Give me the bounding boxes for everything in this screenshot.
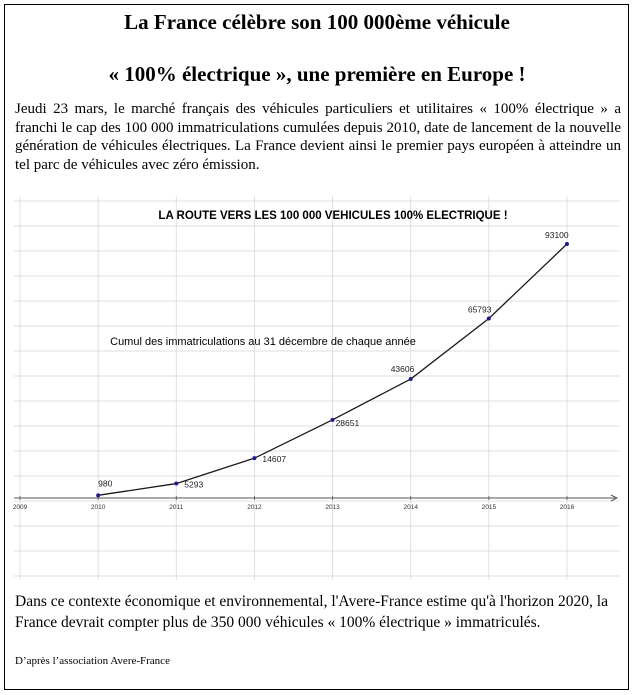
chart-title: LA ROUTE VERS LES 100 000 VEHICULES 100% ELECTRIQUE ! — [158, 210, 508, 222]
x-axis — [13, 495, 617, 511]
data-point — [487, 317, 491, 321]
x-tick-label: 2011 — [169, 504, 184, 511]
data-label: 5293 — [184, 479, 204, 490]
conclusion-paragraph: Dans ce contexte économique et environnemental, l'Avere-France estime qu'à l'horizon 2020, la France devrait compter plus de 350 000 véhicules « 100% électrique » immatriculés. — [15, 593, 608, 631]
x-tick-label: 2014 — [403, 504, 418, 511]
data-point — [565, 242, 569, 246]
data-point — [252, 456, 256, 460]
data-label: 980 — [98, 478, 113, 489]
x-tick-label: 2015 — [481, 504, 497, 511]
data-point — [409, 377, 413, 381]
title-line-2: « 100% électrique », une première en Europe ! — [108, 62, 526, 86]
x-tick-label: 2010 — [90, 504, 106, 511]
data-label: 93100 — [545, 230, 569, 240]
x-tick-label: 2009 — [12, 504, 28, 511]
x-tick-label: 2013 — [325, 504, 340, 511]
x-tick-label: 2012 — [247, 504, 262, 511]
data-point — [174, 482, 178, 486]
data-point — [331, 418, 335, 422]
source-note: D’après l’association Avere-France — [15, 655, 170, 667]
data-label: 65793 — [467, 304, 492, 315]
title-line-1: La France célèbre son 100 000ème véhicule — [124, 10, 510, 34]
x-tick-label: 2016 — [559, 504, 575, 511]
intro-paragraph: Jeudi 23 mars, le marché français des véhicules particuliers et utilitaires « 100% électrique » a franchi le cap des 100 000 immatriculations cumulées depuis 2010, date de lancement de la nouvelle génération de véhicules électriques. La France devient ainsi le premier pays européen à atteindre un tel parc de véhicules avec zéro émission. — [15, 101, 621, 173]
data-point — [96, 493, 100, 497]
data-label: 43606 — [390, 364, 415, 375]
data-label: 28651 — [335, 417, 360, 428]
chart-subtitle: Cumul des immatriculations au 31 décembre de chaque année — [110, 336, 416, 348]
data-label: 14607 — [262, 454, 287, 465]
chart-grid — [14, 196, 620, 580]
